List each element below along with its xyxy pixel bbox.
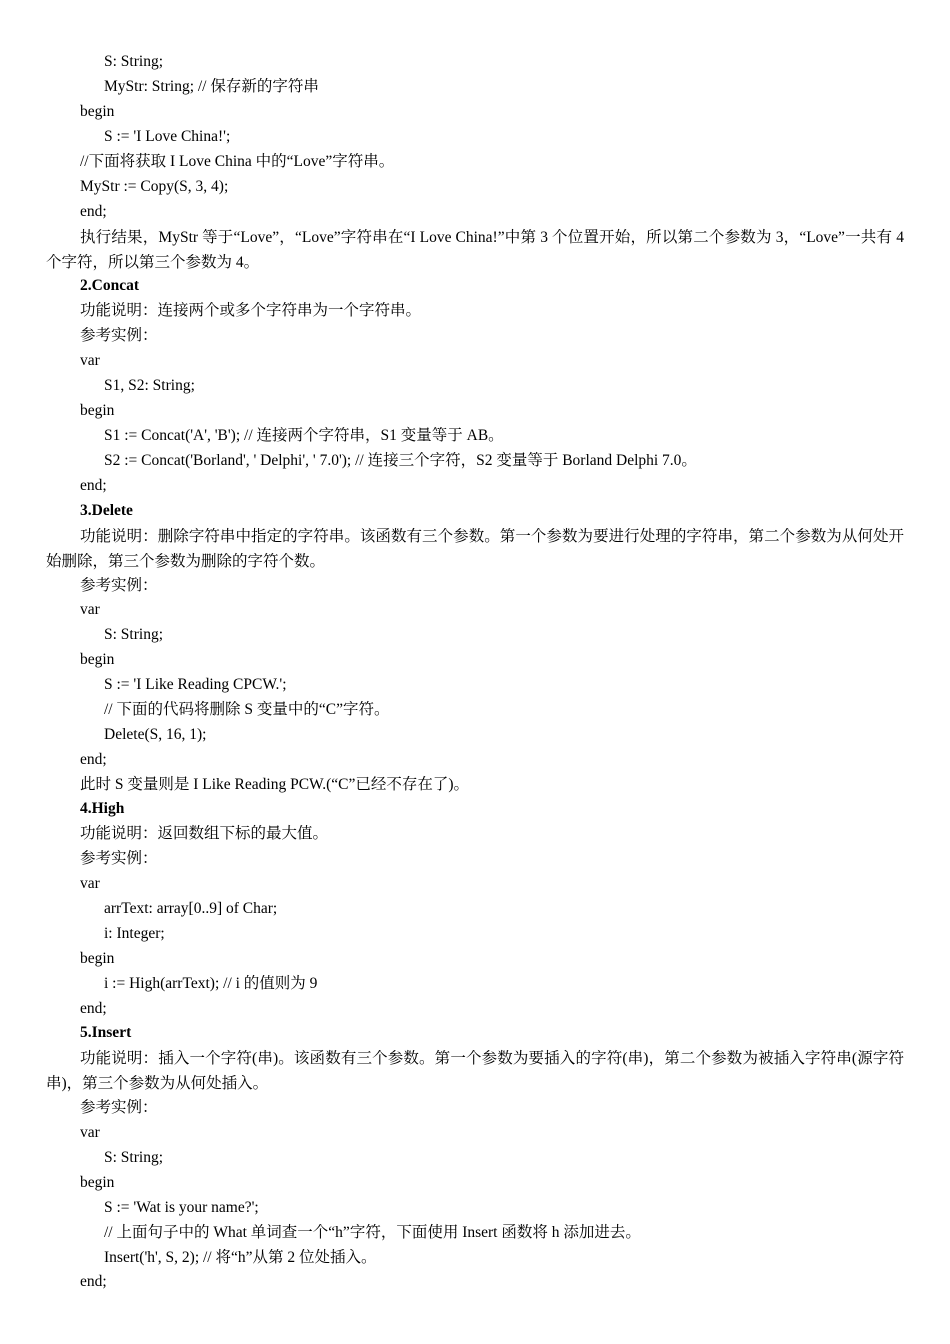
code-line: i := High(arrText); // i 的值则为 9 [104,975,318,992]
section-heading: 2.Concat [80,277,139,294]
code-line: begin [80,651,115,668]
description-line: 功能说明：连接两个或多个字符串为一个字符串。 [80,302,422,319]
code-line: end; [80,203,107,220]
code-line: i: Integer; [104,925,165,942]
example-label: 参考实例： [80,850,158,867]
code-line: var [80,352,100,369]
code-line: end; [80,477,107,494]
code-line: S := 'Wat is your name?'; [104,1199,259,1216]
description-line: 功能说明：返回数组下标的最大值。 [80,825,329,842]
code-line: begin [80,103,115,120]
code-line: begin [80,950,115,967]
section-heading: 5.Insert [80,1024,132,1041]
code-line: S := 'I Love China!'; [104,128,231,145]
description-paragraph: 功能说明：删除字符串中指定的字符串。该函数有三个参数。第一个参数为要进行处理的字符串，第二个参数为从何处开始删除，第三个参数为删除的字符个数。 [46,528,904,570]
example-label: 参考实例： [80,327,158,344]
code-line: // 下面的代码将删除 S 变量中的“C”字符。 [104,701,390,718]
code-line: S2 := Concat('Borland', ' Delphi', ' 7.0'); // 连接三个字符，S2 变量等于 Borland Delphi 7.0。 [104,452,697,469]
code-line: begin [80,402,115,419]
code-line: Delete(S, 16, 1); [104,726,207,743]
code-line: Insert('h', S, 2); // 将“h”从第 2 位处插入。 [104,1249,377,1266]
code-line: begin [80,1174,115,1191]
code-line: S: String; [104,53,164,70]
code-line: MyStr: String; // 保存新的字符串 [104,78,319,95]
code-line: end; [80,1000,107,1017]
code-line: MyStr := Copy(S, 3, 4); [80,178,229,195]
code-line: // 上面句子中的 What 单词查一个“h”字符，下面使用 Insert 函数将 h 添加进去。 [104,1224,641,1241]
section-heading: 4.High [80,800,125,817]
code-line: S: String; [104,1149,164,1166]
result-paragraph: 执行结果，MyStr 等于“Love”，“Love”字符串在“I Love China!”中第 3 个位置开始，所以第二个参数为 3，“Love”一共有 4 个字符，所以第三个参数为 4。 [46,229,904,271]
code-line: S: String; [104,626,164,643]
description-paragraph: 功能说明：插入一个字符(串)。该函数有三个参数。第一个参数为要插入的字符(串)，第二个参数为被插入字符串(源字符串)，第三个参数为从何处插入。 [46,1050,904,1092]
section-heading: 3.Delete [80,502,133,519]
code-line: S := 'I Like Reading CPCW.'; [104,676,287,693]
code-line: var [80,601,100,618]
example-label: 参考实例： [80,577,158,594]
code-line: end; [80,1273,107,1290]
result-line: 此时 S 变量则是 I Like Reading PCW.(“C”已经不存在了)。 [80,776,470,793]
example-label: 参考实例： [80,1099,158,1116]
code-line: //下面将获取 I Love China 中的“Love”字符串。 [80,153,395,170]
code-line: var [80,1124,100,1141]
code-line: arrText: array[0..9] of Char; [104,900,278,917]
code-line: end; [80,751,107,768]
code-line: S1, S2: String; [104,377,195,394]
code-line: var [80,875,100,892]
code-line: S1 := Concat('A', 'B'); // 连接两个字符串，S1 变量等于 AB。 [104,427,504,444]
